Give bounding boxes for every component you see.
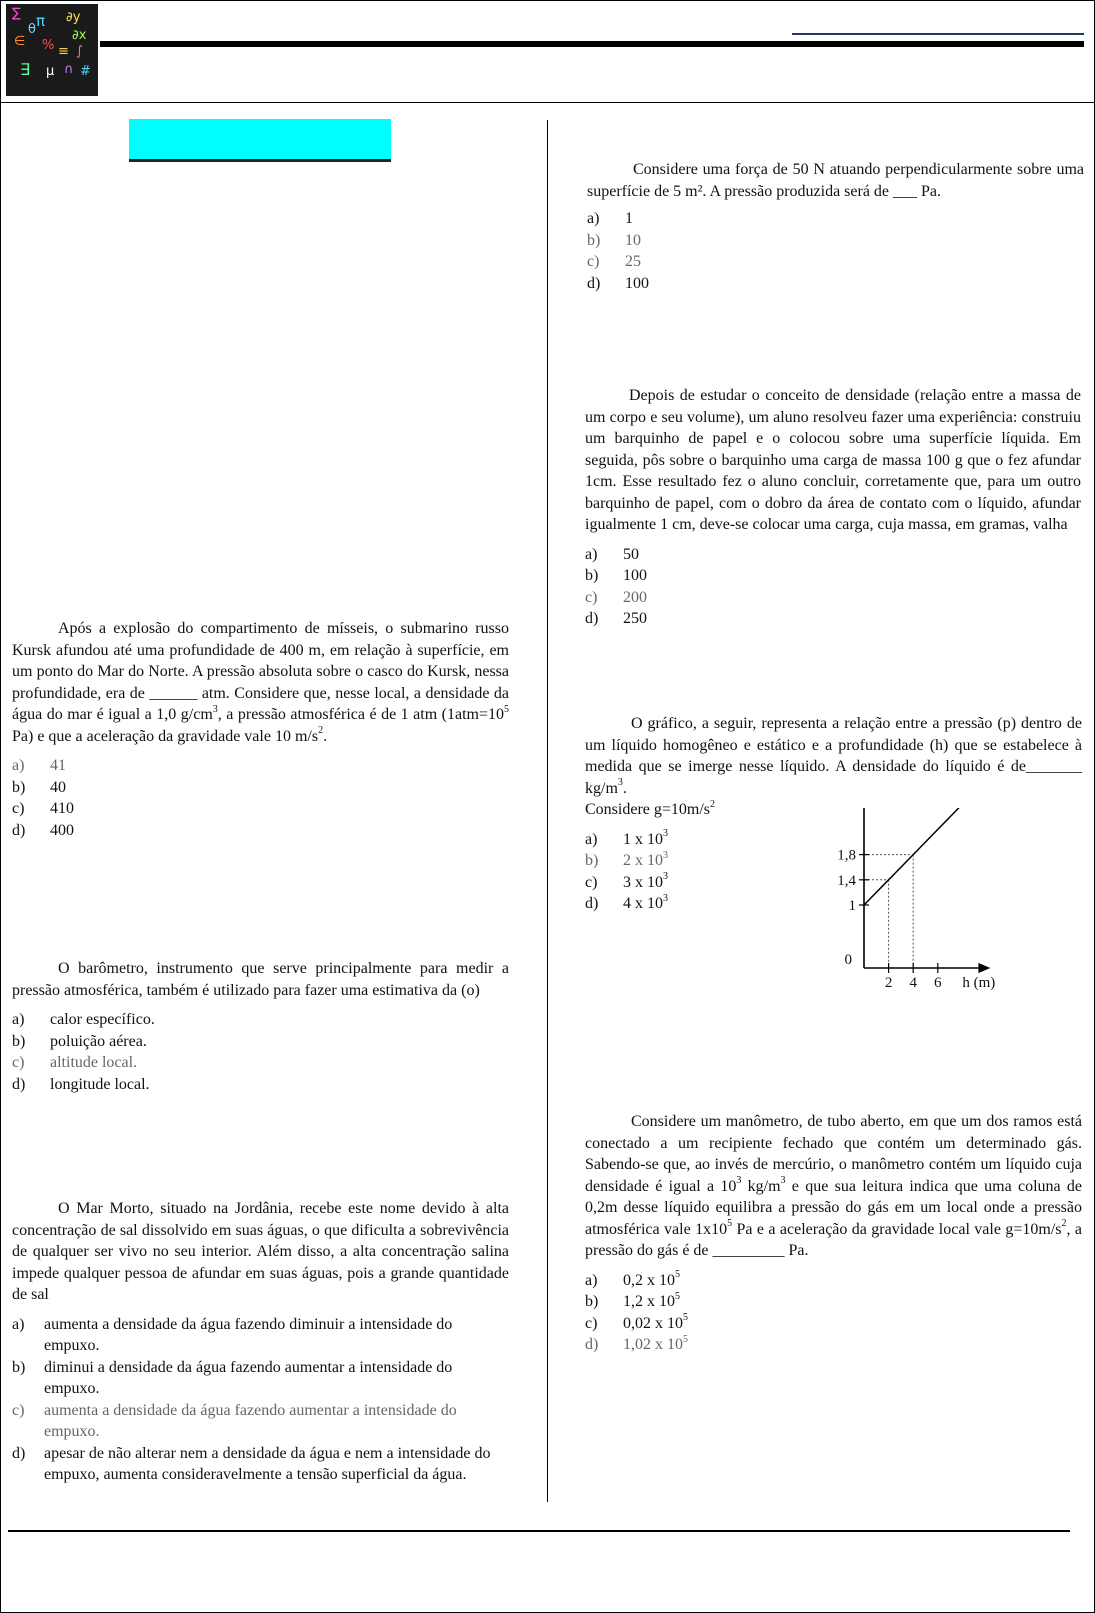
option-text: 2 x $10^3$ [623, 849, 668, 869]
option-a [12, 755, 509, 777]
option-letter: a) [12, 757, 25, 774]
option-exponent: 5 [675, 1290, 680, 1302]
y-tick-label: 1,8 [837, 847, 856, 864]
math-logo-image: ∑ π ∂y ∂x ∈ % ∃ μ ∩ # ≡ θ ∫ [6, 4, 98, 96]
option-text: longitude local. [50, 1075, 150, 1093]
option-text: aumenta a densidade da água fazendo aumentar a intensidade do empuxo. [44, 1401, 457, 1440]
header-thick-line [100, 41, 1084, 47]
question-manometer [585, 1111, 1082, 1356]
option-a [12, 1009, 509, 1031]
option-c [585, 872, 785, 894]
option-text: calor específico. [50, 1011, 155, 1028]
option-b [585, 850, 785, 872]
header-thin-line [792, 33, 1084, 35]
option-text: 100 [623, 567, 647, 584]
option-b [12, 777, 509, 799]
option-exponent: 3 [663, 828, 668, 840]
question-stem: Considere um manômetro, de tubo aberto, em que um dos ramos está conectado a um recipiente fechado que contém um determinado gás. Sabendo-se que, ao invés de mercúrio, o manômetro contém um líquido cuja densidade é igual a $10^3$ $kg/m^3$ e que sua leitura indica que uma coluna de 0,2m desse líquido equilibra a pressão do gás em um local onde a pressão atmosférica vale $1x10^5$ Pa e a aceleração da gravidade local vale $g=10m/s^2$, a pressão do gás é de _________ Pa. [585, 1113, 1083, 1259]
option-exponent: 3 [663, 871, 668, 883]
origin-label: 0 [844, 952, 852, 968]
option-b [585, 1291, 1082, 1313]
option-text: 200 [623, 588, 647, 606]
option-text: 3 x $10^3$ [623, 871, 668, 891]
question-stem: Depois de estudar o conceito de densidade (relação entre a massa de um corpo e seu volume), um aluno resolveu fazer uma experiência: construiu um barquinho de papel e o colocou sobre uma superfície líquida. Em seguida, pôs sobre o barquinho uma carga de massa 100 g que o fez afundar 1cm. Esse resultado fez o aluno concluir, corretamente que, para um outro barquinho de papel, com o dobro da área de contato com o líquido, afundar igualmente 1 cm, deve-se colocar uma carga, cuja massa, em gramas, valha [585, 387, 1081, 533]
question-stem: O barômetro, instrumento que serve principalmente para medir a pressão atmosférica, também é utilizado para fazer uma estimativa da (o) [12, 960, 509, 999]
option-letter: d) [587, 274, 601, 292]
option-text: 1,2 x $10^5$ [623, 1290, 680, 1310]
series-line [864, 808, 967, 905]
option-d [12, 820, 509, 842]
option-d [587, 273, 1084, 295]
option-letter: c) [585, 873, 598, 891]
option-text: 0,02 x $10^5$ [623, 1312, 688, 1332]
option-exponent: 3 [663, 849, 668, 861]
x-axis-label: h (m) [962, 975, 996, 991]
option-text: aumenta a densidade da água fazendo diminuir a intensidade do empuxo. [44, 1315, 453, 1354]
option-c [585, 1313, 1082, 1335]
option-exponent: 5 [683, 1312, 688, 1324]
column-divider [547, 120, 548, 1502]
options-list [585, 544, 1081, 630]
question-stem: Considere uma força de 50 N atuando perpendicularmente sobre uma superfície de 5 m². A pressão produzida será de ___ Pa. [587, 161, 1084, 200]
option-letter: b) [585, 852, 599, 869]
option-a [585, 544, 1081, 566]
option-text: 50 [623, 545, 639, 563]
option-letter: d) [12, 1075, 26, 1093]
option-d [12, 1074, 509, 1096]
option-text: 40 [50, 778, 66, 796]
option-text: 250 [623, 610, 647, 627]
option-b [12, 1031, 509, 1053]
option-letter: c) [585, 1314, 598, 1332]
option-letter: c) [12, 1401, 25, 1419]
option-letter: c) [12, 800, 25, 817]
question-barometer [12, 958, 509, 1095]
header-rule [0, 102, 1095, 103]
option-letter: b) [585, 1293, 599, 1310]
option-text: 1 x $10^3$ [623, 828, 668, 848]
options-list [585, 829, 785, 915]
option-letter: d) [585, 1336, 599, 1353]
option-letter: c) [585, 588, 598, 606]
option-letter: b) [12, 1358, 26, 1376]
question-dead-sea [12, 1198, 509, 1486]
pressure-depth-chart [822, 808, 1052, 1008]
option-letter: b) [12, 778, 26, 796]
option-exponent: 5 [683, 1333, 688, 1345]
question-kursk [12, 618, 509, 841]
option-text: 0,2 x $10^5$ [623, 1269, 680, 1289]
option-exponent: 5 [675, 1269, 680, 1281]
option-letter: a) [587, 210, 600, 227]
option-text: altitude local. [50, 1054, 138, 1071]
option-text: poluição aérea. [50, 1032, 147, 1050]
option-letter: d) [12, 1444, 26, 1462]
option-letter: a) [585, 1271, 598, 1289]
x-tick-label: 6 [934, 975, 942, 991]
option-letter: a) [585, 830, 598, 848]
option-a [12, 1314, 509, 1357]
option-d [12, 1443, 509, 1486]
option-a [587, 208, 1084, 230]
question-stem: Após a explosão do compartimento de mísseis, o submarino russo Kursk afundou até uma profundidade de 400 m, em relação à superfície, em um ponto do Mar do Norte. A pressão absoluta sobre o casco do Kursk, nessa profundidade, era de ______ atm. Considere que, nesse local, a densidade da água do mar é igual a 1,0 $g/cm^3$, a pressão atmosférica é de 1 atm ($1atm=10^5$ Pa) e que a aceleração da gravidade vale 10 $m/s^2$. [12, 620, 510, 745]
option-c [587, 251, 1084, 273]
x-tick-label: 2 [884, 975, 893, 991]
y-tick-label: 1 [848, 898, 856, 914]
question-boat [585, 385, 1081, 630]
x-axis-arrow [978, 963, 990, 973]
option-b [585, 565, 1081, 587]
footer-rule [8, 1530, 1070, 1532]
option-d [585, 893, 785, 915]
option-a [585, 1270, 1082, 1292]
option-letter: a) [585, 545, 598, 563]
option-letter: c) [12, 1054, 25, 1071]
question-pressure [587, 159, 1084, 294]
option-c [12, 1400, 509, 1443]
option-letter: c) [587, 253, 600, 270]
options-list [12, 1314, 509, 1486]
x-tick-label: 4 [909, 975, 917, 991]
option-c [12, 798, 509, 820]
option-text: diminui a densidade da água fazendo aumentar a intensidade do empuxo. [44, 1358, 453, 1397]
option-d [585, 1334, 1082, 1356]
option-text: 400 [50, 821, 74, 839]
option-text: 10 [625, 231, 641, 249]
option-letter: d) [585, 610, 599, 627]
y-tick-label: 1,4 [837, 872, 856, 889]
option-letter: b) [12, 1032, 26, 1050]
option-text: 25 [625, 253, 641, 270]
title-highlight-box [129, 119, 391, 162]
question-stem: O Mar Morto, situado na Jordânia, recebe este nome devido à alta concentração de sal dissolvido em suas águas, o que dificulta a sobrevivência de qualquer ser vivo no seu interior. Além disso, a alta concentração salina impede qualquer pessoa de afundar em suas águas, pois a grande quantidade de sal [12, 1200, 509, 1303]
option-c [12, 1052, 509, 1074]
option-text: 410 [50, 800, 74, 817]
option-text: 1 [625, 210, 633, 227]
option-letter: a) [12, 1011, 25, 1028]
options-list [585, 1270, 1082, 1356]
option-b [587, 230, 1084, 252]
options-list [12, 755, 509, 841]
option-text: 41 [50, 757, 66, 774]
options-list [587, 208, 1084, 294]
question-stem: O gráfico, a seguir, representa a relação entre a pressão (p) dentro de um líquido homogêneo e estático e a profundidade (h) que se estabelece à medida que se imerge nesse líquido. A densidade do líquido é de_______ $kg/m^3$. Considere $g=10m/s^2$ [585, 715, 1082, 818]
option-text: 1,02 x $10^5$ [623, 1333, 688, 1353]
option-letter: b) [585, 567, 599, 584]
option-text: 100 [625, 274, 649, 292]
option-b [12, 1357, 509, 1400]
option-exponent: 3 [663, 892, 668, 904]
option-letter: a) [12, 1315, 25, 1333]
option-letter: d) [585, 895, 599, 912]
option-letter: b) [587, 231, 601, 249]
option-d [585, 608, 1081, 630]
option-letter: d) [12, 821, 26, 839]
option-a [585, 829, 785, 851]
options-list [12, 1009, 509, 1095]
option-c [585, 587, 1081, 609]
option-text: apesar de não alterar nem a densidade da água e nem a intensidade do empuxo, aumenta consideravelmente a tensão superficial da água. [44, 1444, 491, 1483]
option-text: 4 x $10^3$ [623, 892, 668, 912]
